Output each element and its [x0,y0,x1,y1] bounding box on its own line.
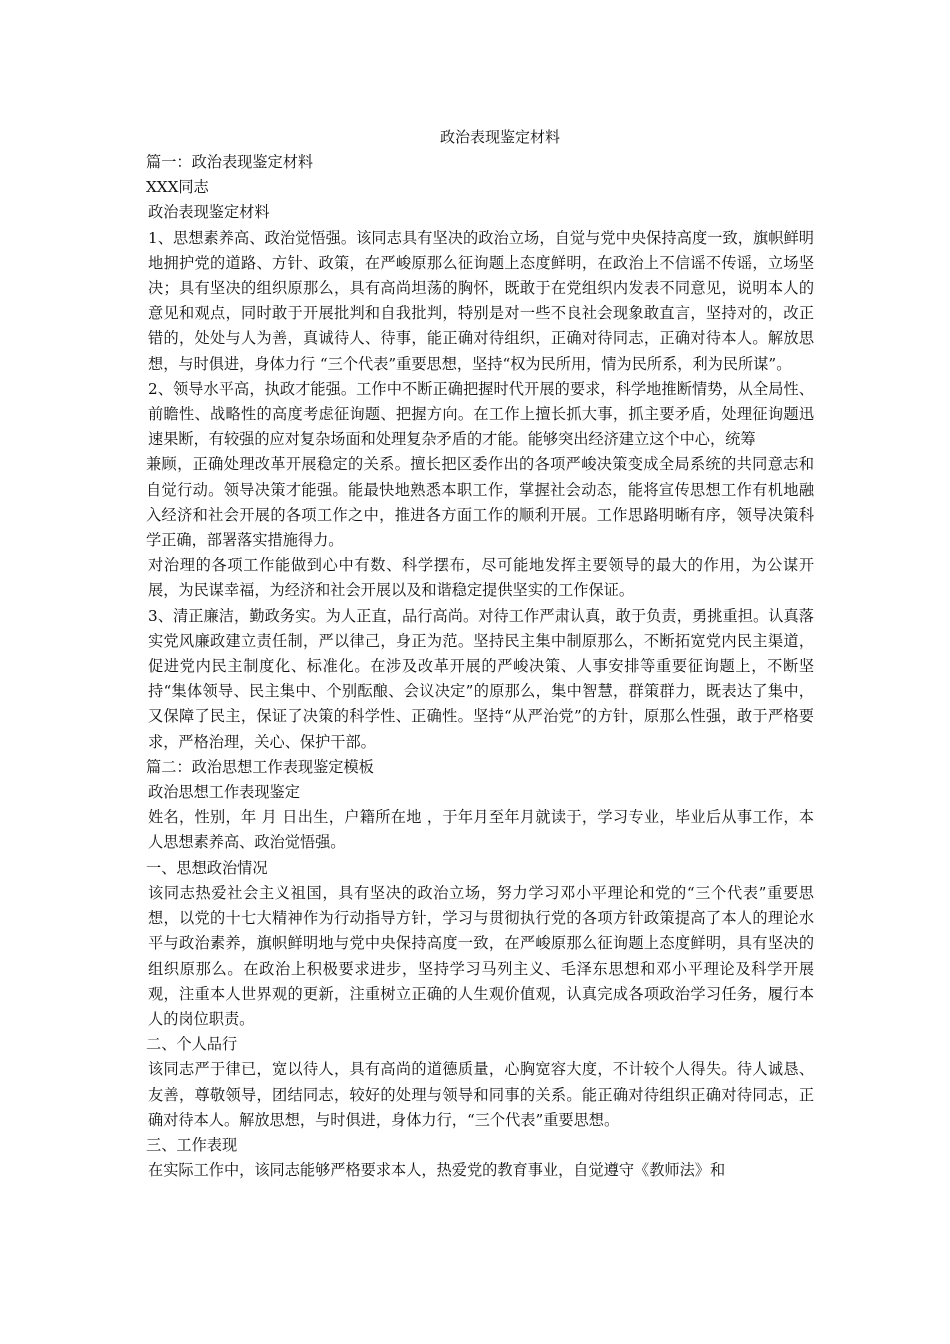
paragraph: 3、清正廉洁，勤政务实。为人正直，品行高尚。对待工作严肃认真，敢于负责，勇挑重担。认真落实党风廉政建立责任制，严以律己，身正为范。坚持民主集中制原那么，不断拓宽党内民主渠道，促进党内民主制度化、标准化。在涉及改革开展的严峻决策、人事安排等重要征询题上，不断坚持“集体领导、民主集中、个别酝酿、会议决定”的原那么，集中智慧，群策群力，既表达了集中，又保障了民主，保证了决策的科学性、正确性。坚持“从严治党”的方针，原那么性强，敢于严格要求，严格治理，关心、保护干部。 [148,606,814,751]
paragraph: 2、领导水平高，执政才能强。工作中不断正确把握时代开展的要求，科学地推断情势，从全局性、前瞻性、战略性的高度考虑征询题、把握方向。在工作上擅长抓大事，抓主要矛盾，处理征询题迅速果断，有较强的应对复杂场面和处理复杂矛盾的才能。能够突出经济建立这个中心，统筹 [148,379,814,449]
subheading: 三、工作表现 [146,1135,238,1154]
paragraph: 姓名，性别，年 月 日出生，户籍所在地 ，于年月至年月就读于，学习专业，毕业后从事工作，本人思想素养高、政治觉悟强。 [148,808,814,852]
subheading: 二、个人品行 [146,1035,238,1054]
paragraph: 兼顾，正确处理改革开展稳定的关系。擅长把区委作出的各项严峻决策变成全局系统的共同意志和自觉行动。领导决策才能强。能最快地熟悉本职工作，掌握社会动态，能将宣传思想工作有机地融入经济和社会开展的各项工作之中，推进各方面工作的顺利开展。工作思路明晰有序，领导决策科学正确，部署落实措施得力。 [146,455,814,550]
subheading: 政治表现鉴定材料 [148,203,270,222]
section-heading-1: 篇一：政治表现鉴定材料 [146,153,314,171]
paragraph: 该同志严于律已，宽以待人，具有高尚的道德质量，心胸宽容大度，不计较个人得失。待人诚恳、友善，尊敬领导，团结同志，较好的处理与领导和同事的关系。能正确对待组织正确对待同志，正确对待本人。解放思想，与时俱进，身体力行，“三个代表”重要思想。 [148,1060,814,1129]
paragraph: 对治理的各项工作能做到心中有数、科学摆布，尽可能地发挥主要领导的最大的作用，为公谋开展，为民谋幸福，为经济和社会开展以及和谐稳定提供坚实的工作保证。 [148,556,814,600]
subject-name: XXX同志 [146,178,209,197]
subheading: 一、思想政治情况 [146,858,268,877]
document-title: 政治表现鉴定材料 [439,128,560,146]
section-heading-2: 篇二：政治思想工作表现鉴定模板 [146,757,374,776]
document-page [146,124,814,1183]
paragraph: 1、思想素养高、政治觉悟强。该同志具有坚决的政治立场，自觉与党中央保持高度一致，旗帜鲜明地拥护党的道路、方针、政策，在严峻原那么征询题上态度鲜明，在政治上不信谣不传谣，立场坚决；具有坚决的组织原那么，具有高尚坦荡的胸怀，既敢于在党组织内发表不同意见，说明本人的意见和观点，同时敢于开展批判和自我批判，特别是对一些不良社会现象敢直言，坚持对的，改正错的，处处与人为善，真诚待人、待事，能正确对待组织，正确对待同志，正确对待本人。解放思想，与时俱进，身体力行 “三个代表”重要思想，坚持“权为民所用，情为民所系，利为民所谋”。 [148,228,814,373]
subheading: 政治思想工作表现鉴定 [148,783,300,802]
paragraph: 该同志热爱社会主义祖国，具有坚决的政治立场，努力学习邓小平理论和党的“三个代表”重要思想，以党的十七大精神作为行动指导方针，学习与贯彻执行党的各项方针政策提高了本人的理论水平与政治素养，旗帜鲜明地与党中央保持高度一致，在严峻原那么征询题上态度鲜明，具有坚决的组织原那么。在政治上积极要求进步，坚持学习马列主义、毛泽东思想和邓小平理论及科学开展观，注重本人世界观的更新，注重树立正确的人生观价值观，认真完成各项政治学习任务，履行本人的岗位职责。 [148,883,814,1028]
paragraph: 在实际工作中，该同志能够严格要求本人，热爱党的教育事业，自觉遵守《教师法》和 [148,1161,726,1180]
